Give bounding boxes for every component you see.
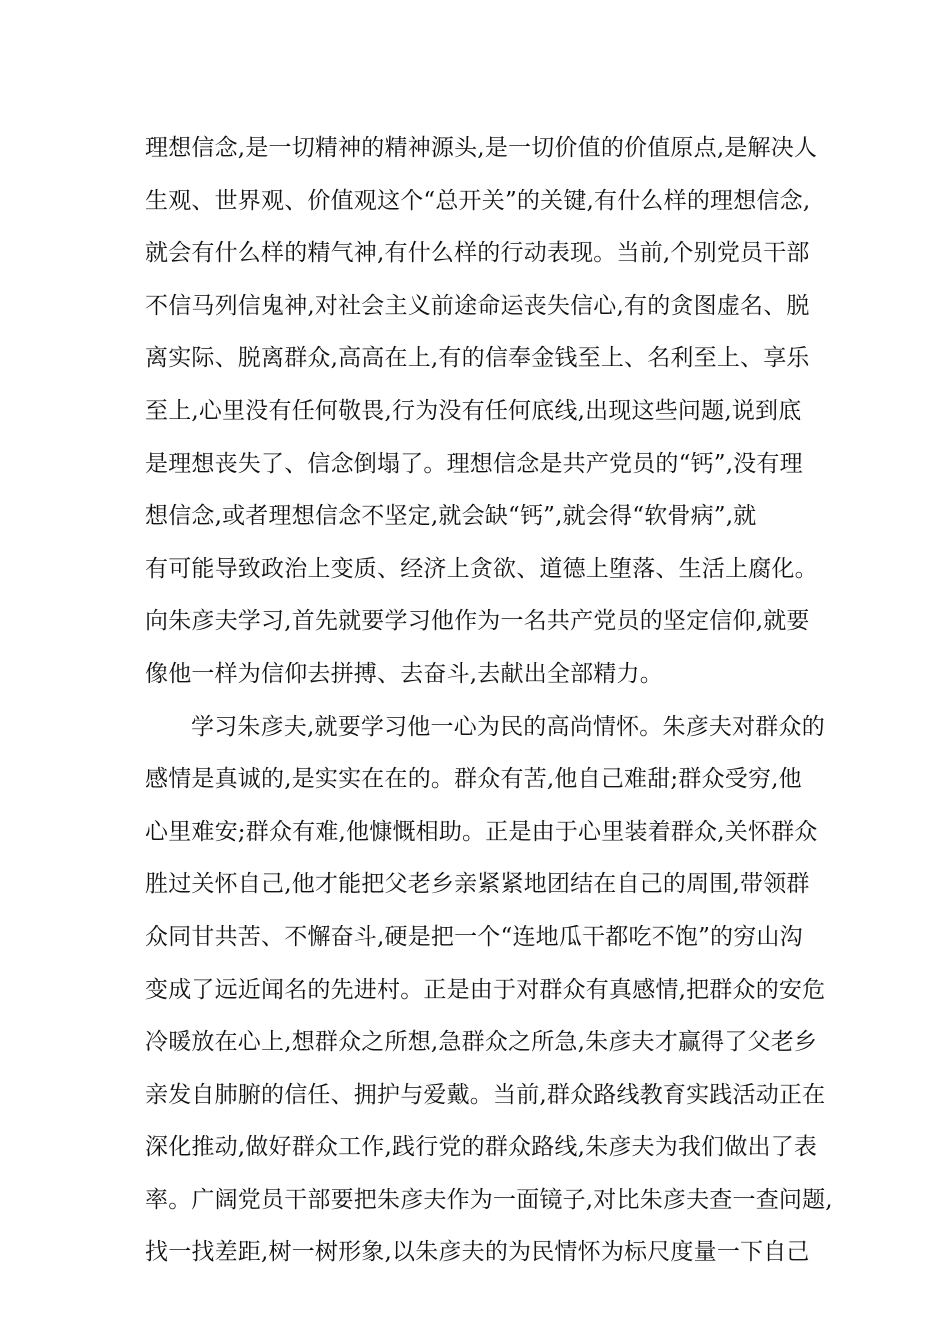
text-line: 有可能导致政治上变质、经济上贪欲、道德上堕落、生活上腐化。: [145, 555, 818, 582]
text-line: 感情是真诚的,是实实在在的。群众有苦,他自己难甜;群众受穷,他: [145, 766, 802, 793]
text-line: 像他一样为信仰去拼搏、去奋斗,去献出全部精力。: [145, 660, 663, 687]
text-line: 想信念,或者理想信念不坚定,就会缺“钙”,就会得“软骨病”,就: [145, 503, 757, 530]
text-line: 率。广阔党员干部要把朱彦夫作为一面镜子,对比朱彦夫查一查问题,: [145, 1186, 833, 1213]
text-line: 众同甘共苦、不懈奋斗,硬是把一个“连地瓜干都吃不饱”的穷山沟: [145, 923, 803, 950]
text-line: 生观、世界观、价值观这个“总开关”的关键,有什么样的理想信念,: [145, 187, 811, 214]
text-line: 变成了远近闻名的先进村。正是由于对群众有真感情,把群众的安危: [145, 976, 826, 1003]
text-line: 冷暖放在心上,想群众之所想,急群众之所急,朱彦夫才赢得了父老乡: [145, 1029, 818, 1056]
text-line: 心里难安;群众有难,他慷慨相助。正是由于心里装着群众,关怀群众: [145, 818, 818, 845]
text-line: 理想信念,是一切精神的精神源头,是一切价值的价值原点,是解决人: [145, 135, 818, 161]
text-line: 是理想丧失了、信念倒塌了。理想信念是共产党员的“钙”,没有理: [145, 450, 803, 477]
text-line: 离实际、脱离群众,高高在上,有的信奉金钱至上、名利至上、享乐: [145, 345, 810, 372]
text-line: 胜过关怀自己,他才能把父老乡亲紧紧地团结在自己的周围,带领群: [145, 871, 810, 898]
text-line: 向朱彦夫学习,首先就要学习他作为一名共产党员的坚定信仰,就要: [145, 608, 810, 635]
text-line: 深化推动,做好群众工作,践行党的群众路线,朱彦夫为我们做出了表: [145, 1134, 818, 1161]
text-line: 找一找差距,树一树形象,以朱彦夫的为民情怀为标尺度量一下自己: [145, 1239, 810, 1266]
document-body: [145, 133, 833, 1290]
paragraph-start-line: 学习朱彦夫,就要学习他一心为民的高尚情怀。朱彦夫对群众的: [191, 713, 825, 740]
text-line: 亲发自肺腑的信任、拥护与爱戴。当前,群众路线教育实践活动正在: [145, 1081, 826, 1108]
text-line: 至上,心里没有任何敬畏,行为没有任何底线,出现这些问题,说到底: [145, 397, 802, 424]
text-line: 不信马列信鬼神,对社会主义前途命运丧失信心,有的贪图虚名、脱: [145, 292, 810, 319]
text-line: 就会有什么样的精气神,有什么样的行动表现。当前,个别党员干部: [145, 240, 810, 267]
